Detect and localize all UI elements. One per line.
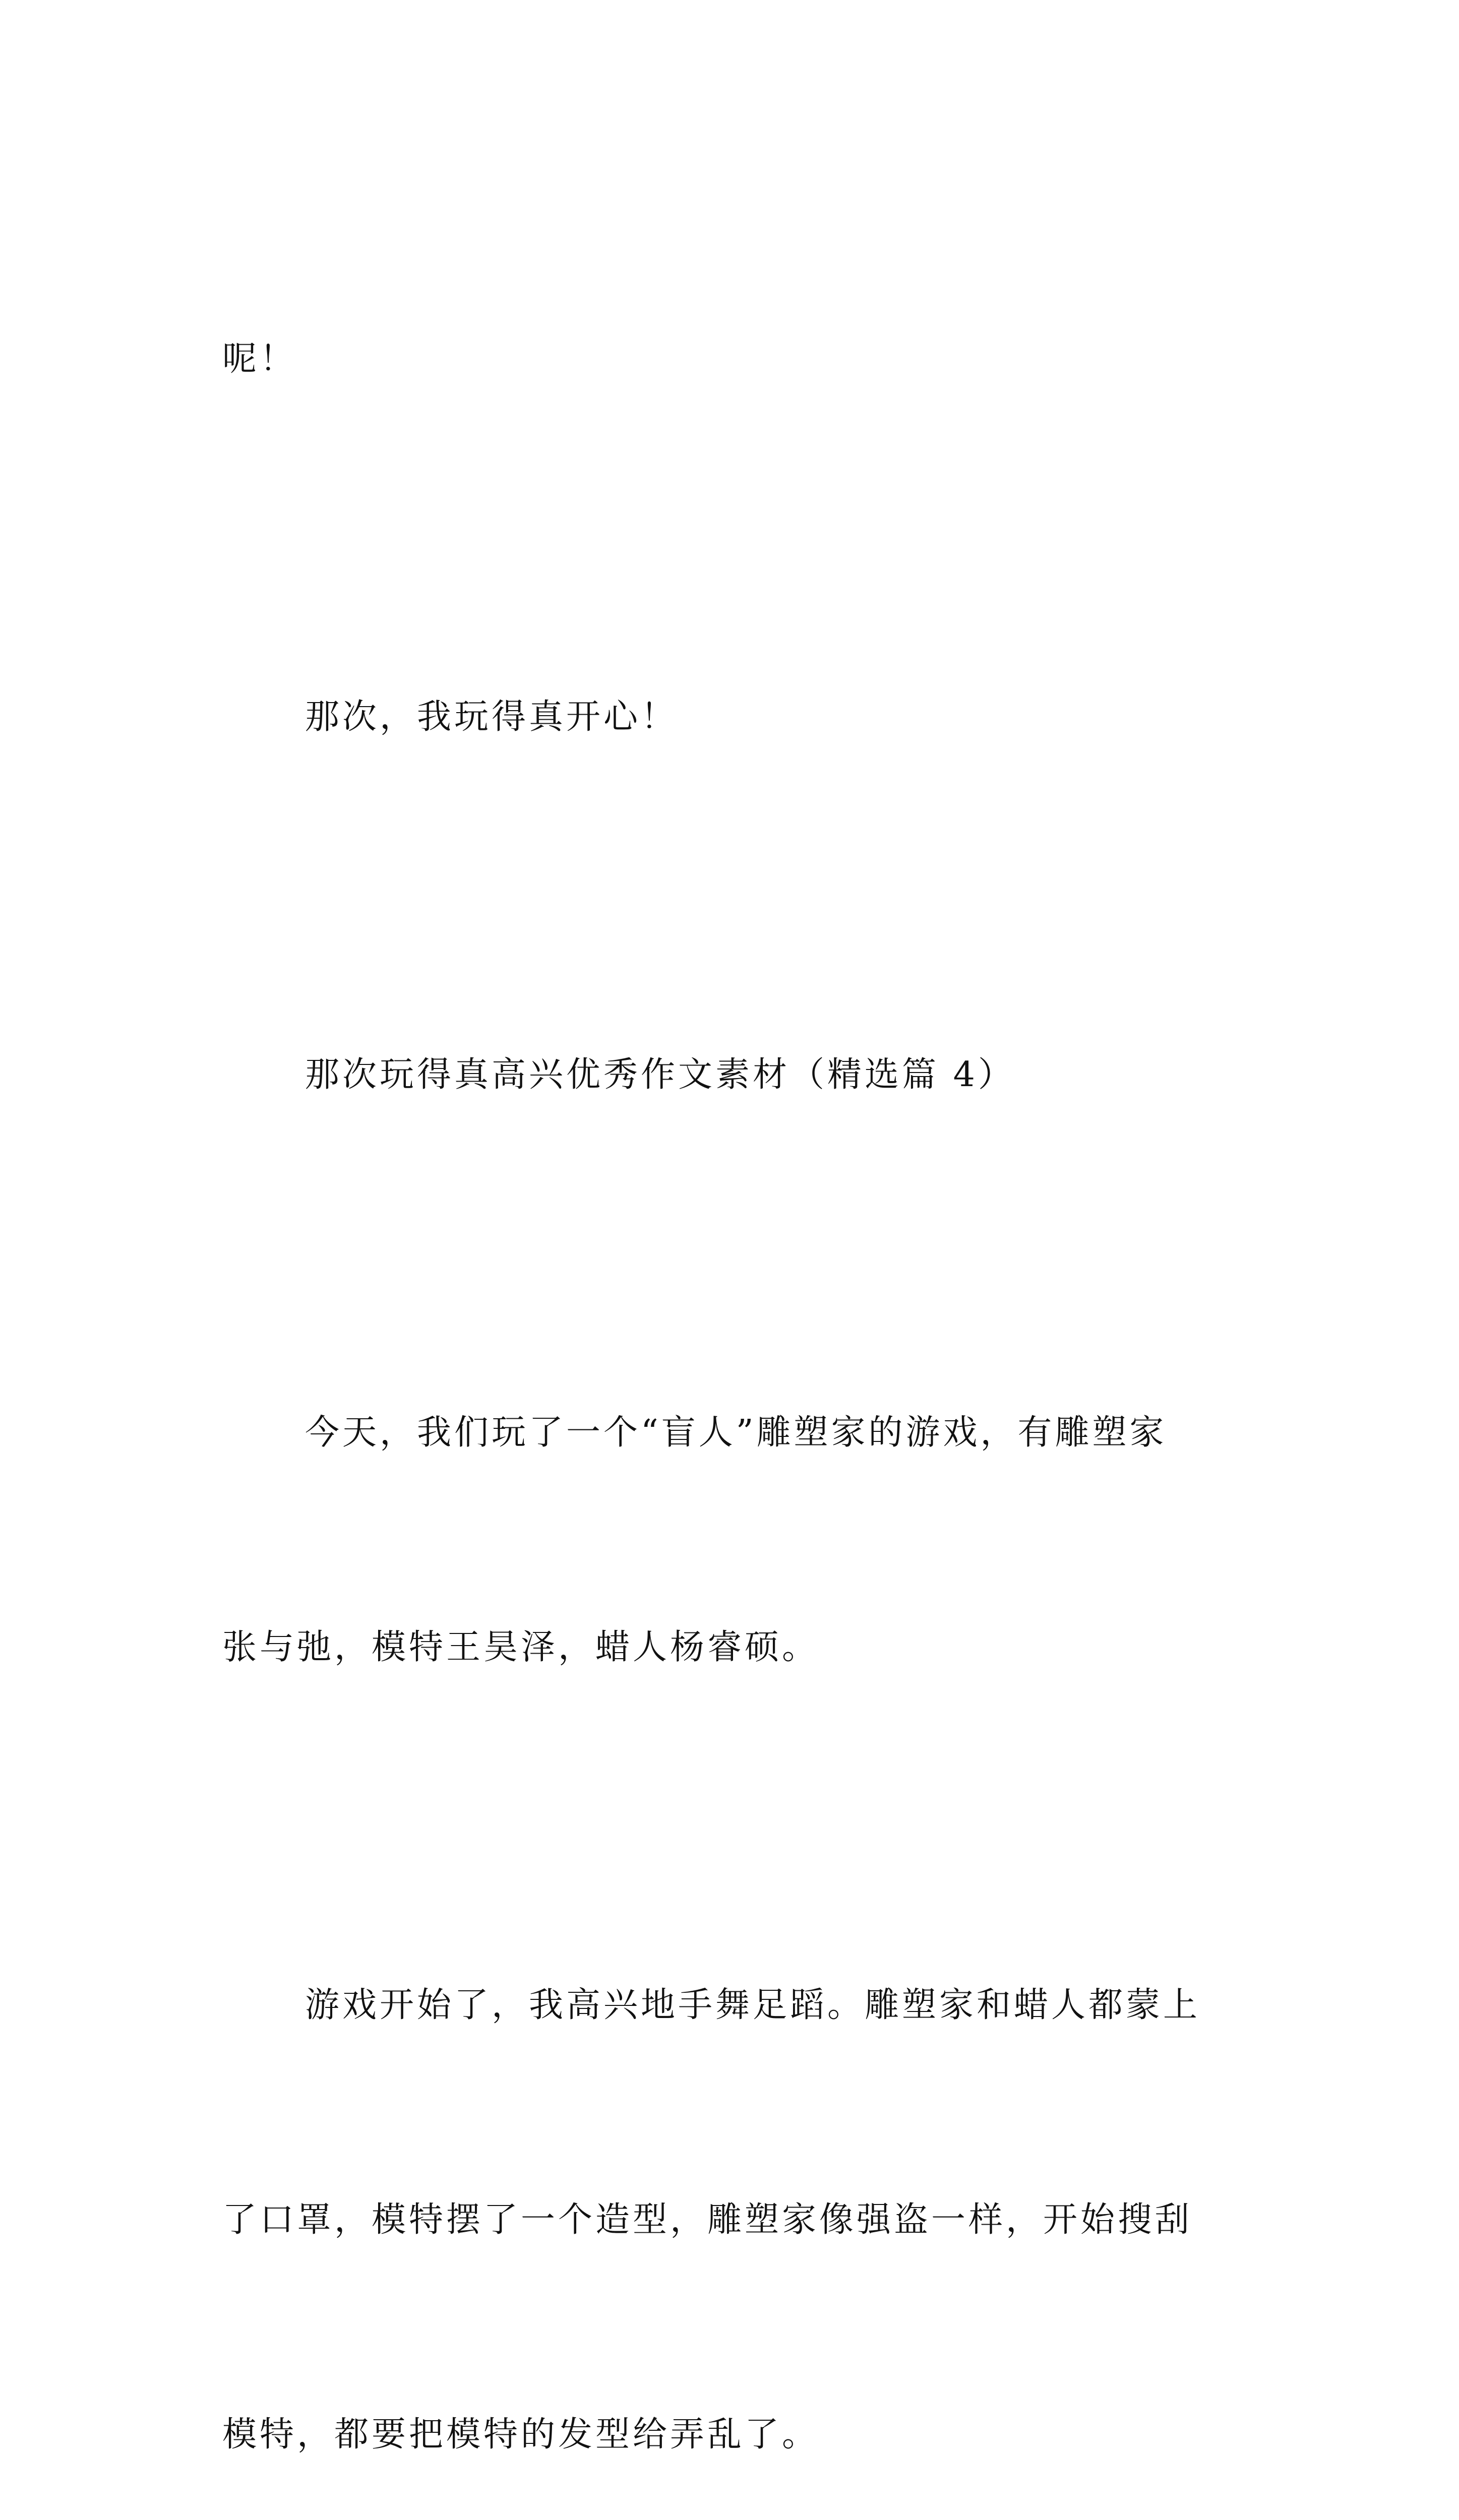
paragraph bbox=[222, 1826, 1246, 2520]
text-line: 那次，我玩得真开心！ bbox=[305, 697, 679, 737]
text-line: 张与弛，模特王昊泽，蜡人杨睿硕。 bbox=[222, 1627, 820, 1667]
text-line: 了口罩，模特摆了一个造型，雕塑家像强盗一样，开始搜刮 bbox=[222, 2200, 1193, 2240]
text-line: 模特，都要把模特的发型给弄乱了。 bbox=[222, 2415, 820, 2454]
paragraph bbox=[222, 1254, 1246, 1826]
document-body bbox=[222, 180, 1246, 2520]
text-line: 那次玩得真高兴优秀作文素材（精选篇 4） bbox=[305, 1055, 1015, 1095]
text-line: 游戏开始了，我高兴地手舞足蹈。雕塑家和蜡人都蒙上 bbox=[305, 1985, 1201, 2025]
paragraph bbox=[222, 538, 1246, 896]
text-line: 今天，我们玩了一个“盲人”雕塑家的游戏，有雕塑家 bbox=[305, 1413, 1167, 1453]
text-line: 呢！ bbox=[222, 339, 297, 379]
paragraph bbox=[222, 180, 1246, 538]
section-heading bbox=[222, 896, 1246, 1254]
